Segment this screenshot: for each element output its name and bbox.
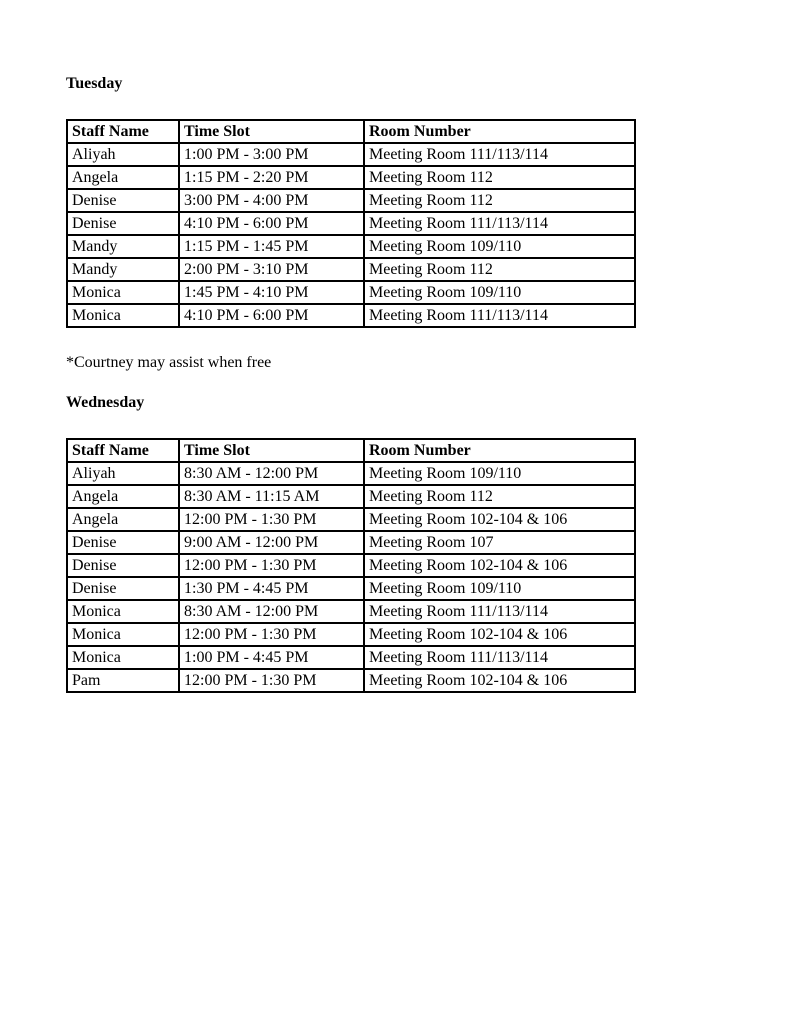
table-cell: Denise xyxy=(67,212,179,235)
table-cell: Meeting Room 109/110 xyxy=(364,577,635,600)
header-cell: Staff Name xyxy=(67,439,179,462)
table-cell: Denise xyxy=(67,577,179,600)
table-cell: Mandy xyxy=(67,235,179,258)
table-row xyxy=(67,508,635,531)
table-cell: Angela xyxy=(67,166,179,189)
table-row xyxy=(67,531,635,554)
table-cell: Meeting Room 112 xyxy=(364,166,635,189)
table-row xyxy=(67,554,635,577)
table-cell: 1:00 PM - 3:00 PM xyxy=(179,143,364,166)
table-cell: Monica xyxy=(67,600,179,623)
table-cell: 1:00 PM - 4:45 PM xyxy=(179,646,364,669)
tuesday-heading: Tuesday xyxy=(66,75,123,92)
table-cell: Meeting Room 102-104 & 106 xyxy=(364,623,635,646)
table-row xyxy=(67,646,635,669)
table-cell: Meeting Room 109/110 xyxy=(364,281,635,304)
table-cell: 2:00 PM - 3:10 PM xyxy=(179,258,364,281)
table-cell: 12:00 PM - 1:30 PM xyxy=(179,669,364,692)
table-cell: 8:30 AM - 11:15 AM xyxy=(179,485,364,508)
table-row xyxy=(67,577,635,600)
table-cell: Meeting Room 112 xyxy=(364,189,635,212)
table-row xyxy=(67,485,635,508)
table-cell: 12:00 PM - 1:30 PM xyxy=(179,623,364,646)
table-cell: 3:00 PM - 4:00 PM xyxy=(179,189,364,212)
table-cell: Denise xyxy=(67,531,179,554)
table-cell: Meeting Room 111/113/114 xyxy=(364,646,635,669)
table-cell: Meeting Room 111/113/114 xyxy=(364,212,635,235)
table-cell: Meeting Room 109/110 xyxy=(364,462,635,485)
table-cell: Angela xyxy=(67,508,179,531)
table-cell: 9:00 AM - 12:00 PM xyxy=(179,531,364,554)
table-row xyxy=(67,304,635,327)
table-cell: Angela xyxy=(67,485,179,508)
header-cell: Staff Name xyxy=(67,120,179,143)
table-cell: Monica xyxy=(67,281,179,304)
table-row xyxy=(67,166,635,189)
table-cell: Meeting Room 111/113/114 xyxy=(364,600,635,623)
table-cell: Monica xyxy=(67,646,179,669)
table-cell: 1:45 PM - 4:10 PM xyxy=(179,281,364,304)
table-cell: 1:30 PM - 4:45 PM xyxy=(179,577,364,600)
table-cell: 4:10 PM - 6:00 PM xyxy=(179,304,364,327)
wednesday-schedule-table xyxy=(66,438,636,693)
table-row xyxy=(67,189,635,212)
table-cell: Meeting Room 111/113/114 xyxy=(364,304,635,327)
table-cell: Meeting Room 102-104 & 106 xyxy=(364,554,635,577)
courtney-note: *Courtney may assist when free xyxy=(66,354,272,371)
table-row xyxy=(67,462,635,485)
table-row xyxy=(67,600,635,623)
header-row xyxy=(67,120,635,143)
table-cell: 4:10 PM - 6:00 PM xyxy=(179,212,364,235)
header-cell: Room Number xyxy=(364,120,635,143)
table-row xyxy=(67,212,635,235)
table-row xyxy=(67,258,635,281)
table-cell: Meeting Room 107 xyxy=(364,531,635,554)
table-cell: Meeting Room 112 xyxy=(364,485,635,508)
table-cell: Meeting Room 112 xyxy=(364,258,635,281)
tuesday-section xyxy=(66,74,725,372)
table-cell: Meeting Room 109/110 xyxy=(364,235,635,258)
header-cell: Time Slot xyxy=(179,120,364,143)
table-cell: Aliyah xyxy=(67,462,179,485)
header-cell: Room Number xyxy=(364,439,635,462)
table-cell: 12:00 PM - 1:30 PM xyxy=(179,508,364,531)
table-cell: Denise xyxy=(67,189,179,212)
table-cell: Monica xyxy=(67,623,179,646)
table-row xyxy=(67,143,635,166)
table-cell: Denise xyxy=(67,554,179,577)
table-cell: Aliyah xyxy=(67,143,179,166)
table-cell: Meeting Room 102-104 & 106 xyxy=(364,508,635,531)
table-cell: 8:30 AM - 12:00 PM xyxy=(179,600,364,623)
wednesday-heading: Wednesday xyxy=(66,394,145,411)
table-cell: Meeting Room 111/113/114 xyxy=(364,143,635,166)
header-row xyxy=(67,439,635,462)
table-cell: 12:00 PM - 1:30 PM xyxy=(179,554,364,577)
tuesday-schedule-table xyxy=(66,119,636,328)
table-cell: Meeting Room 102-104 & 106 xyxy=(364,669,635,692)
table-cell: 8:30 AM - 12:00 PM xyxy=(179,462,364,485)
header-cell: Time Slot xyxy=(179,439,364,462)
table-row xyxy=(67,669,635,692)
table-cell: 1:15 PM - 1:45 PM xyxy=(179,235,364,258)
table-row xyxy=(67,623,635,646)
table-cell: Monica xyxy=(67,304,179,327)
wednesday-section xyxy=(66,393,725,693)
table-cell: Pam xyxy=(67,669,179,692)
table-cell: 1:15 PM - 2:20 PM xyxy=(179,166,364,189)
table-row xyxy=(67,281,635,304)
table-row xyxy=(67,235,635,258)
table-cell: Mandy xyxy=(67,258,179,281)
